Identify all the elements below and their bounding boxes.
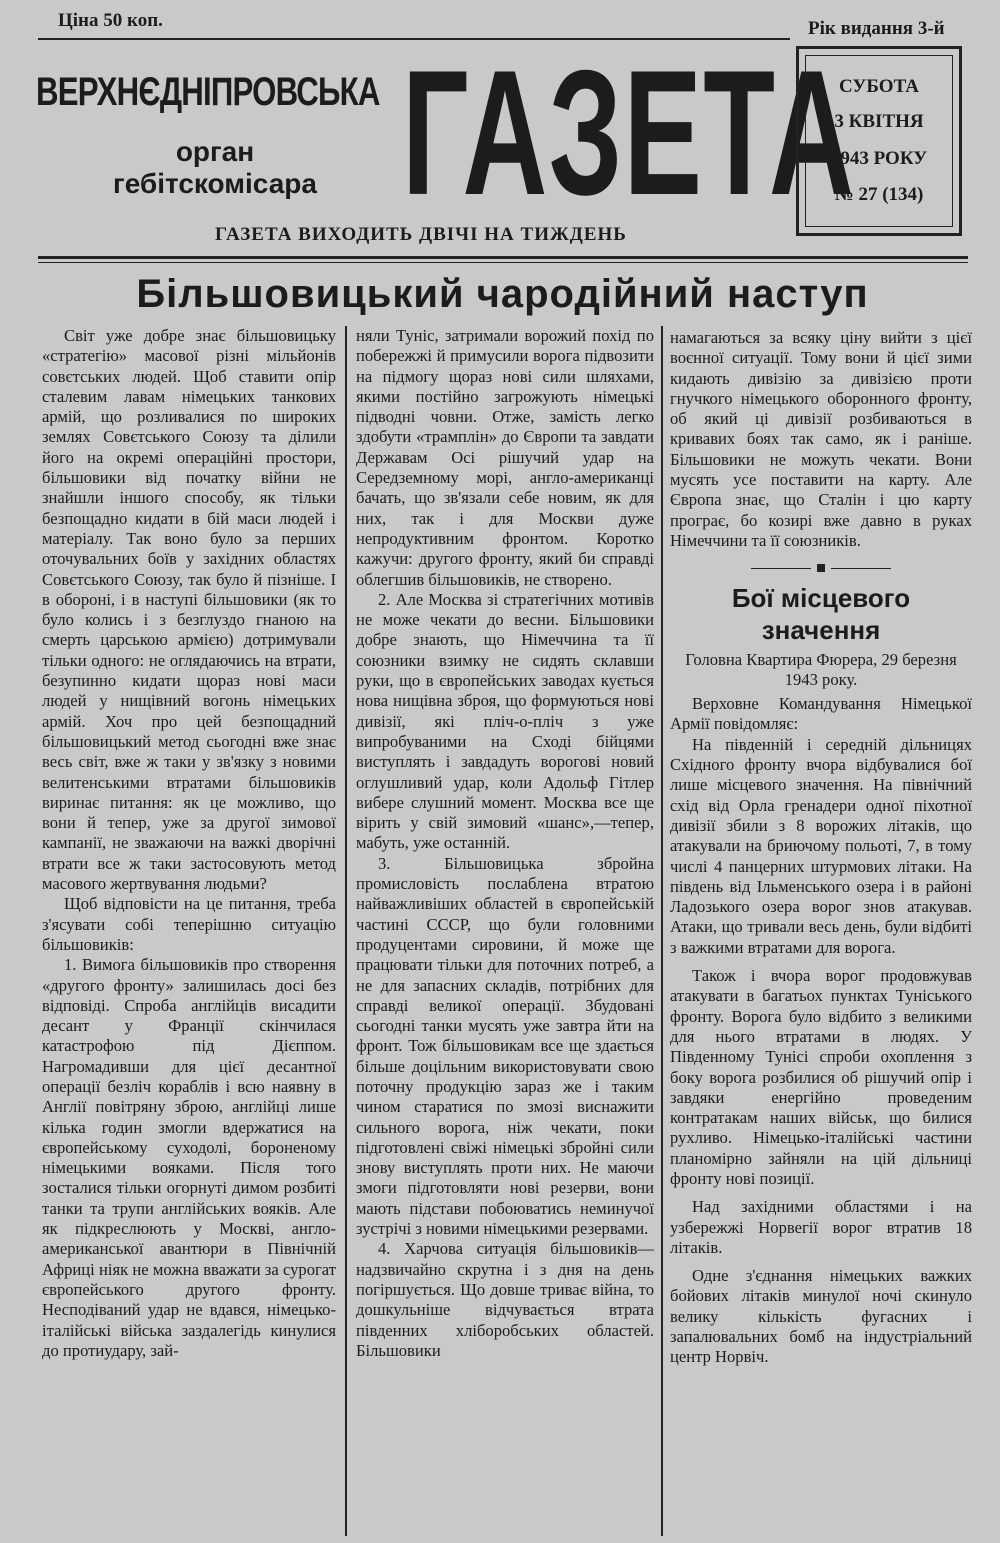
subtitle-line1: орган: [175, 136, 255, 167]
article2-dateline: Головна Квартира Фюрера, 29 березня 1943 року.: [685, 649, 957, 689]
paragraph: 4. Харчова ситуація більшовиків—надзвичайно скрутна і з дня на день погіршується. Що довше триває війна, то дошкульніше відчувається втрата південних хліборобських областей. Більшовики: [356, 1239, 654, 1360]
year-label: Рік видання 3-й: [808, 18, 945, 39]
column-2: [356, 326, 654, 1361]
paragraph: На південній і середній дільницях Східного фронту вчора відбувалися бої лише місцевого значення. На північний схід від Орла гренадери одної піхотної дивізії збили з 8 ворожих літаків, що атакували на бриючому польоті, 7, в тому числі 4 панцерних штурмових літаки. На південь від Ільменського озера і в районі Ладозького озера ворог знов атакував. Атаки, що тривали весь день, були відбиті з важкими втратами для ворога.: [670, 734, 972, 957]
article2-headline: Бої місцевого значення: [731, 582, 911, 645]
issue-number: № 27 (134): [834, 184, 924, 205]
paragraph: 3. Більшовицька збройна промисловість послаблена втратою найважливіших областей в європейській частині СССР, що були головними продуцентами сировини, й може ще працювати тільки для поточних потреб, а не для запасних складів, потрібних для справді великої операції. Збудовані сьогодні танки мусять уже завтра йти на фронт. Тож більшовикам все ще здається більше доцільним використовувати свою поточну продукцію зараз же і таким чином старатися по змозі виснажити сильного ворога, ніж чекати, поки підготовлені свіжі німецькі збройні сили знову виступлять проти них. Не маючи змоги підготовляти нові резерви, вони мають підстави побоюватись неминучої зустрічі з новими німецькими резервами.: [356, 853, 654, 1239]
column-3: [670, 328, 972, 1368]
column-1: [42, 326, 336, 1361]
subtitle-line2: гебітскомісара: [113, 168, 317, 199]
header-rule-thin: [38, 262, 968, 263]
paragraph: 1. Вимога більшовиків про створення «другого фронту» залишилась досі без відповіді. Спроба англійців висадити десант у Франції скінчилася катастрофою під Дієппом. Нагромадивши для цієї десантної операції безліч кораблів і всю наявну в Англії повітряну зброю, англійці лише кілька годин змогли вдержатися на європейському суходолі, бороненому німецькими вояками. Після того зосталися тільки огорнуті димом розбиті танки та трупи англійських вояків. Але як підкреслюють у Москві, англо-американської авантюри в Північній Африці ніяк не можна вважати за сурогат європейського другого фронту. Несподіваний удар не вдався, німецько-італійські війська заздалегідь кинулися до протиудару, зай-: [42, 955, 336, 1360]
header-rule: [38, 256, 968, 259]
price-label: Ціна 50 коп.: [58, 10, 163, 31]
date-box: [796, 46, 962, 236]
paragraph: Також і вчора ворог продовжував атакувати в багатьох пунктах Туніського фронту. Ворога було відбито з великими для нього втратами в людях. У Південному Тунісі спроби охоплення з боку ворога розбилися об рішучий опір і завдяки енергійно проведеним контратакам наших військ, що билися рухливо. Німецько-італійські частини планомірно зайняли на цій дільниці фронту нові позиції.: [670, 966, 972, 1188]
paragraph: 2. Але Москва зі стратегічних мотивів не може чекати до весни. Більшовики добре знають, що Німеччина та її союзники взимку не сидять склавши руки, що в європейських заводах кується нова нищівна зброя, що формуються нові дивізії, які пліч-о-пліч з уже випробуваними на Сході бійцями виступлять і завдадуть ворогові новий оглушливий удар, коли Адольф Гітлер вибере слушний момент. Москва все ще вірить у свій зимовий «шанс»,—тепер, мабуть, уже останній.: [356, 589, 654, 853]
section-separator: [670, 557, 972, 577]
paragraph: Щоб відповісти на це питання, треба з'ясувати собі теперішню ситуацію більшовиків:: [42, 894, 336, 954]
frequency-note: ГАЗЕТА ВИХОДИТЬ ДВІЧІ НА ТИЖДЕНЬ: [215, 224, 627, 245]
paragraph: намагаються за всяку ціну вийти з цієї воєнної ситуації. Тому вони й цієї зими кидають дивізію за дивізією проти гнучкого німецького оборонного фронту, об який ці дивізії розбиваються в кривавих боях так само, як і раніше. Більшовики не можуть чекати. Вони мусять усе поставити на карту. Але Європа знає, що Сталін і цю карту програє, бо козирі вже давно в руках Німеччини та її союзників.: [670, 328, 972, 550]
date-date: 3 КВІТНЯ: [834, 111, 924, 132]
column-rule: [661, 326, 663, 1536]
date-year: 1943 РОКУ: [830, 148, 928, 169]
paragraph: Світ уже добре знає більшовицьку «стратегію» масової різні мільйонів совєтських людей. Щоб ставити опір сталевим лавам німецьких танкових армій, що розливалися по широких землях Совєтського Союзу та ділили його на окремі операційні простори, більшовики від початку війни не знайшли іншого способу, як тільки безпощадно кидати в бій маси людей і матеріалу. Так воно було за перших оточувальних боїв у західних областях Совєтського Союзу, так було й пізніше. І в обороні, і в наступі більшовики (як то було колись і з безглуздо гнаною на смерть царською армією) дотримували тільки одного: не оглядаючись на втрати, безупинно кидати щораз нові маси людей у нищівний вогонь німецьких армій. Хоч про цей безпощадний більшовицький метод сьогодні вже знає весь світ, вже ж таки у зв'язку з новими велитенськими втратами більшовиків виринає питання: як це можливо, що вони й тепер, уже за другої зимової кампанії, не зважаючи на важкі дворічні втрати все ж таки застосовують метод масового жертвування людьми?: [42, 326, 336, 894]
paragraph: Над західними областями і на узбережжі Норвегії ворог втратив 18 літаків.: [670, 1197, 972, 1257]
subtitle: [90, 136, 340, 200]
paragraph: Одне з'єднання німецьких важких бойових літаків минулої ночі скинуло велику кількість фугасних і запалювальних бомб на індустріальний центр Норвіч.: [670, 1266, 972, 1367]
paragraph: няли Туніс, затримали ворожий похід по побережжі й примусили ворога підвозити на підмогу щораз нові сили шляхами, якими постійно загрожують німецькі підводні човни. Отже, замість легко здобути «трамплін» до Європи та завдати Державам Осі рішучий удар на Середземному морі, англо-американці бачать, що зв'язали себе новим, як для них, так і для Москви дуже непродуктивним фронтом. Коротко кажучи: другого фронту, який би справді облегшив більшовиків, не створено.: [356, 326, 654, 589]
paragraph: Верховне Командування Німецької Армії повідомляє:: [670, 694, 972, 734]
masthead-title: ГАЗЕТА: [402, 33, 856, 232]
date-day: СУБОТА: [838, 76, 920, 97]
column-rule: [345, 326, 347, 1536]
date-box-inner: [805, 55, 953, 227]
paper-name: ВЕРХНЄДНІПРОВСЬКА: [36, 70, 380, 114]
main-headline: Більшовицький чародійний наступ: [136, 272, 869, 316]
